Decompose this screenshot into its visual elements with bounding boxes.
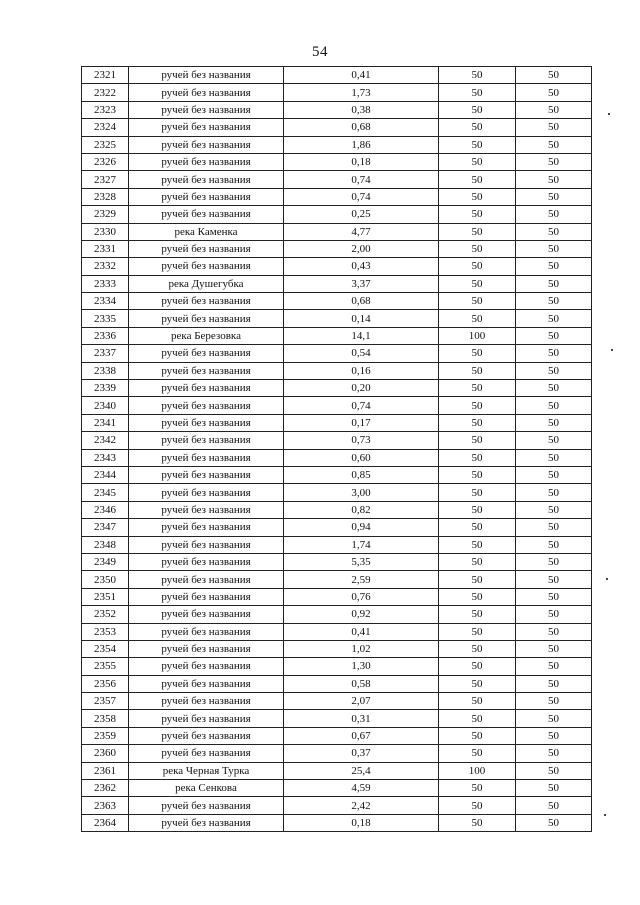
table-row bbox=[82, 310, 592, 327]
coastal-strip-cell: 50 bbox=[516, 310, 592, 327]
row-number-cell: 2358 bbox=[82, 710, 129, 727]
coastal-strip-cell: 50 bbox=[516, 727, 592, 744]
water-body-name-cell: ручей без названия bbox=[129, 606, 284, 623]
table-row bbox=[82, 345, 592, 362]
length-cell: 3,00 bbox=[284, 484, 439, 501]
row-number-cell: 2349 bbox=[82, 553, 129, 570]
protection-zone-cell: 50 bbox=[439, 293, 516, 310]
table-row bbox=[82, 675, 592, 692]
coastal-strip-cell: 50 bbox=[516, 432, 592, 449]
table-row bbox=[82, 258, 592, 275]
length-cell: 0,16 bbox=[284, 362, 439, 379]
length-cell: 1,74 bbox=[284, 536, 439, 553]
protection-zone-cell: 50 bbox=[439, 119, 516, 136]
length-cell: 1,30 bbox=[284, 658, 439, 675]
water-body-name-cell: ручей без названия bbox=[129, 745, 284, 762]
protection-zone-cell: 100 bbox=[439, 327, 516, 344]
length-cell: 1,73 bbox=[284, 84, 439, 101]
water-body-name-cell: ручей без названия bbox=[129, 119, 284, 136]
protection-zone-cell: 50 bbox=[439, 693, 516, 710]
length-cell: 0,76 bbox=[284, 588, 439, 605]
length-cell: 0,18 bbox=[284, 153, 439, 170]
length-cell: 0,92 bbox=[284, 606, 439, 623]
protection-zone-cell: 50 bbox=[439, 797, 516, 814]
protection-zone-cell: 50 bbox=[439, 484, 516, 501]
row-number-cell: 2337 bbox=[82, 345, 129, 362]
protection-zone-cell: 50 bbox=[439, 362, 516, 379]
table-row bbox=[82, 658, 592, 675]
protection-zone-cell: 50 bbox=[439, 710, 516, 727]
water-body-name-cell: ручей без названия bbox=[129, 67, 284, 84]
row-number-cell: 2363 bbox=[82, 797, 129, 814]
row-number-cell: 2343 bbox=[82, 449, 129, 466]
length-cell: 0,58 bbox=[284, 675, 439, 692]
length-cell: 14,1 bbox=[284, 327, 439, 344]
coastal-strip-cell: 50 bbox=[516, 519, 592, 536]
coastal-strip-cell: 50 bbox=[516, 119, 592, 136]
table-row bbox=[82, 501, 592, 518]
row-number-cell: 2355 bbox=[82, 658, 129, 675]
water-body-name-cell: ручей без названия bbox=[129, 640, 284, 657]
length-cell: 0,43 bbox=[284, 258, 439, 275]
protection-zone-cell: 50 bbox=[439, 171, 516, 188]
row-number-cell: 2333 bbox=[82, 275, 129, 292]
table-row bbox=[82, 136, 592, 153]
page-number: 54 bbox=[312, 44, 328, 60]
table-row bbox=[82, 84, 592, 101]
scan-speck bbox=[606, 578, 608, 580]
coastal-strip-cell: 50 bbox=[516, 571, 592, 588]
water-body-name-cell: ручей без названия bbox=[129, 414, 284, 431]
coastal-strip-cell: 50 bbox=[516, 466, 592, 483]
row-number-cell: 2321 bbox=[82, 67, 129, 84]
water-body-name-cell: ручей без названия bbox=[129, 293, 284, 310]
row-number-cell: 2346 bbox=[82, 501, 129, 518]
protection-zone-cell: 50 bbox=[439, 206, 516, 223]
length-cell: 0,41 bbox=[284, 67, 439, 84]
length-cell: 0,38 bbox=[284, 101, 439, 118]
length-cell: 0,18 bbox=[284, 814, 439, 831]
protection-zone-cell: 50 bbox=[439, 223, 516, 240]
water-body-name-cell: ручей без названия bbox=[129, 727, 284, 744]
protection-zone-cell: 50 bbox=[439, 240, 516, 257]
table-row bbox=[82, 693, 592, 710]
water-body-name-cell: река Березовка bbox=[129, 327, 284, 344]
coastal-strip-cell: 50 bbox=[516, 762, 592, 779]
water-bodies-table bbox=[81, 66, 592, 832]
length-cell: 2,00 bbox=[284, 240, 439, 257]
water-body-name-cell: ручей без названия bbox=[129, 588, 284, 605]
table-row bbox=[82, 797, 592, 814]
table-row bbox=[82, 623, 592, 640]
coastal-strip-cell: 50 bbox=[516, 536, 592, 553]
water-body-name-cell: ручей без названия bbox=[129, 814, 284, 831]
protection-zone-cell: 50 bbox=[439, 449, 516, 466]
coastal-strip-cell: 50 bbox=[516, 206, 592, 223]
protection-zone-cell: 50 bbox=[439, 153, 516, 170]
protection-zone-cell: 50 bbox=[439, 67, 516, 84]
table-row bbox=[82, 153, 592, 170]
length-cell: 0,17 bbox=[284, 414, 439, 431]
row-number-cell: 2338 bbox=[82, 362, 129, 379]
water-body-name-cell: ручей без названия bbox=[129, 258, 284, 275]
length-cell: 2,42 bbox=[284, 797, 439, 814]
table-row bbox=[82, 484, 592, 501]
water-body-name-cell: ручей без названия bbox=[129, 101, 284, 118]
coastal-strip-cell: 50 bbox=[516, 414, 592, 431]
protection-zone-cell: 50 bbox=[439, 310, 516, 327]
table-row bbox=[82, 67, 592, 84]
length-cell: 0,14 bbox=[284, 310, 439, 327]
protection-zone-cell: 50 bbox=[439, 727, 516, 744]
water-body-name-cell: ручей без названия bbox=[129, 362, 284, 379]
table-row bbox=[82, 188, 592, 205]
protection-zone-cell: 50 bbox=[439, 536, 516, 553]
length-cell: 3,37 bbox=[284, 275, 439, 292]
water-body-name-cell: ручей без названия bbox=[129, 449, 284, 466]
table-row bbox=[82, 553, 592, 570]
length-cell: 5,35 bbox=[284, 553, 439, 570]
length-cell: 0,37 bbox=[284, 745, 439, 762]
coastal-strip-cell: 50 bbox=[516, 606, 592, 623]
protection-zone-cell: 50 bbox=[439, 466, 516, 483]
row-number-cell: 2324 bbox=[82, 119, 129, 136]
protection-zone-cell: 50 bbox=[439, 606, 516, 623]
water-body-name-cell: ручей без названия bbox=[129, 345, 284, 362]
protection-zone-cell: 50 bbox=[439, 188, 516, 205]
table-row bbox=[82, 762, 592, 779]
row-number-cell: 2345 bbox=[82, 484, 129, 501]
table-row bbox=[82, 780, 592, 797]
table-row bbox=[82, 240, 592, 257]
table-row bbox=[82, 206, 592, 223]
protection-zone-cell: 50 bbox=[439, 745, 516, 762]
length-cell: 0,74 bbox=[284, 171, 439, 188]
length-cell: 1,02 bbox=[284, 640, 439, 657]
length-cell: 0,68 bbox=[284, 293, 439, 310]
row-number-cell: 2362 bbox=[82, 780, 129, 797]
water-body-name-cell: ручей без названия bbox=[129, 484, 284, 501]
protection-zone-cell: 50 bbox=[439, 640, 516, 657]
coastal-strip-cell: 50 bbox=[516, 67, 592, 84]
length-cell: 2,59 bbox=[284, 571, 439, 588]
length-cell: 0,82 bbox=[284, 501, 439, 518]
water-body-name-cell: ручей без названия bbox=[129, 136, 284, 153]
length-cell: 0,41 bbox=[284, 623, 439, 640]
table-row bbox=[82, 745, 592, 762]
table-row bbox=[82, 536, 592, 553]
table-row bbox=[82, 449, 592, 466]
water-body-name-cell: ручей без названия bbox=[129, 432, 284, 449]
protection-zone-cell: 50 bbox=[439, 814, 516, 831]
table-row bbox=[82, 466, 592, 483]
coastal-strip-cell: 50 bbox=[516, 449, 592, 466]
table-row bbox=[82, 397, 592, 414]
table-row bbox=[82, 519, 592, 536]
coastal-strip-cell: 50 bbox=[516, 240, 592, 257]
table-row bbox=[82, 432, 592, 449]
table-row bbox=[82, 101, 592, 118]
coastal-strip-cell: 50 bbox=[516, 275, 592, 292]
length-cell: 0,60 bbox=[284, 449, 439, 466]
water-body-name-cell: ручей без названия bbox=[129, 206, 284, 223]
water-body-name-cell: ручей без названия bbox=[129, 571, 284, 588]
length-cell: 1,86 bbox=[284, 136, 439, 153]
length-cell: 0,68 bbox=[284, 119, 439, 136]
coastal-strip-cell: 50 bbox=[516, 136, 592, 153]
table-row bbox=[82, 275, 592, 292]
water-body-name-cell: ручей без названия bbox=[129, 623, 284, 640]
table-row bbox=[82, 414, 592, 431]
row-number-cell: 2340 bbox=[82, 397, 129, 414]
scan-speck bbox=[608, 113, 610, 115]
length-cell: 0,94 bbox=[284, 519, 439, 536]
water-body-name-cell: ручей без названия bbox=[129, 380, 284, 397]
length-cell: 0,73 bbox=[284, 432, 439, 449]
coastal-strip-cell: 50 bbox=[516, 345, 592, 362]
length-cell: 4,77 bbox=[284, 223, 439, 240]
table-row bbox=[82, 640, 592, 657]
water-body-name-cell: ручей без названия bbox=[129, 519, 284, 536]
table-body bbox=[82, 67, 592, 832]
protection-zone-cell: 50 bbox=[439, 258, 516, 275]
protection-zone-cell: 50 bbox=[439, 380, 516, 397]
protection-zone-cell: 50 bbox=[439, 101, 516, 118]
coastal-strip-cell: 50 bbox=[516, 658, 592, 675]
length-cell: 0,54 bbox=[284, 345, 439, 362]
water-body-name-cell: река Каменка bbox=[129, 223, 284, 240]
table-row bbox=[82, 223, 592, 240]
table-row bbox=[82, 171, 592, 188]
length-cell: 4,59 bbox=[284, 780, 439, 797]
coastal-strip-cell: 50 bbox=[516, 501, 592, 518]
row-number-cell: 2360 bbox=[82, 745, 129, 762]
table-row bbox=[82, 119, 592, 136]
protection-zone-cell: 50 bbox=[439, 588, 516, 605]
row-number-cell: 2342 bbox=[82, 432, 129, 449]
length-cell: 2,07 bbox=[284, 693, 439, 710]
water-body-name-cell: река Черная Турка bbox=[129, 762, 284, 779]
row-number-cell: 2357 bbox=[82, 693, 129, 710]
protection-zone-cell: 100 bbox=[439, 762, 516, 779]
row-number-cell: 2328 bbox=[82, 188, 129, 205]
coastal-strip-cell: 50 bbox=[516, 397, 592, 414]
scan-speck bbox=[611, 349, 613, 351]
table-row bbox=[82, 588, 592, 605]
table-row bbox=[82, 710, 592, 727]
water-body-name-cell: река Сенкова bbox=[129, 780, 284, 797]
protection-zone-cell: 50 bbox=[439, 553, 516, 570]
table-row bbox=[82, 814, 592, 831]
row-number-cell: 2348 bbox=[82, 536, 129, 553]
water-body-name-cell: ручей без названия bbox=[129, 797, 284, 814]
coastal-strip-cell: 50 bbox=[516, 153, 592, 170]
water-body-name-cell: ручей без названия bbox=[129, 310, 284, 327]
length-cell: 0,74 bbox=[284, 188, 439, 205]
table-row bbox=[82, 293, 592, 310]
coastal-strip-cell: 50 bbox=[516, 258, 592, 275]
protection-zone-cell: 50 bbox=[439, 675, 516, 692]
table-row bbox=[82, 362, 592, 379]
coastal-strip-cell: 50 bbox=[516, 380, 592, 397]
coastal-strip-cell: 50 bbox=[516, 84, 592, 101]
length-cell: 0,20 bbox=[284, 380, 439, 397]
row-number-cell: 2361 bbox=[82, 762, 129, 779]
water-body-name-cell: река Душегубка bbox=[129, 275, 284, 292]
protection-zone-cell: 50 bbox=[439, 501, 516, 518]
length-cell: 0,25 bbox=[284, 206, 439, 223]
row-number-cell: 2325 bbox=[82, 136, 129, 153]
row-number-cell: 2329 bbox=[82, 206, 129, 223]
protection-zone-cell: 50 bbox=[439, 658, 516, 675]
coastal-strip-cell: 50 bbox=[516, 484, 592, 501]
protection-zone-cell: 50 bbox=[439, 571, 516, 588]
row-number-cell: 2354 bbox=[82, 640, 129, 657]
coastal-strip-cell: 50 bbox=[516, 101, 592, 118]
protection-zone-cell: 50 bbox=[439, 84, 516, 101]
table-row bbox=[82, 727, 592, 744]
coastal-strip-cell: 50 bbox=[516, 553, 592, 570]
row-number-cell: 2326 bbox=[82, 153, 129, 170]
length-cell: 0,67 bbox=[284, 727, 439, 744]
protection-zone-cell: 50 bbox=[439, 432, 516, 449]
coastal-strip-cell: 50 bbox=[516, 171, 592, 188]
row-number-cell: 2335 bbox=[82, 310, 129, 327]
water-body-name-cell: ручей без названия bbox=[129, 501, 284, 518]
row-number-cell: 2351 bbox=[82, 588, 129, 605]
table-row bbox=[82, 606, 592, 623]
water-body-name-cell: ручей без названия bbox=[129, 536, 284, 553]
water-body-name-cell: ручей без названия bbox=[129, 240, 284, 257]
row-number-cell: 2353 bbox=[82, 623, 129, 640]
protection-zone-cell: 50 bbox=[439, 519, 516, 536]
coastal-strip-cell: 50 bbox=[516, 675, 592, 692]
length-cell: 0,85 bbox=[284, 466, 439, 483]
protection-zone-cell: 50 bbox=[439, 136, 516, 153]
coastal-strip-cell: 50 bbox=[516, 693, 592, 710]
coastal-strip-cell: 50 bbox=[516, 797, 592, 814]
length-cell: 25,4 bbox=[284, 762, 439, 779]
protection-zone-cell: 50 bbox=[439, 345, 516, 362]
water-body-name-cell: ручей без названия bbox=[129, 693, 284, 710]
coastal-strip-cell: 50 bbox=[516, 223, 592, 240]
row-number-cell: 2336 bbox=[82, 327, 129, 344]
coastal-strip-cell: 50 bbox=[516, 814, 592, 831]
table-row bbox=[82, 380, 592, 397]
row-number-cell: 2344 bbox=[82, 466, 129, 483]
row-number-cell: 2332 bbox=[82, 258, 129, 275]
protection-zone-cell: 50 bbox=[439, 780, 516, 797]
row-number-cell: 2350 bbox=[82, 571, 129, 588]
length-cell: 0,74 bbox=[284, 397, 439, 414]
row-number-cell: 2323 bbox=[82, 101, 129, 118]
row-number-cell: 2341 bbox=[82, 414, 129, 431]
coastal-strip-cell: 50 bbox=[516, 623, 592, 640]
protection-zone-cell: 50 bbox=[439, 623, 516, 640]
water-body-name-cell: ручей без названия bbox=[129, 710, 284, 727]
length-cell: 0,31 bbox=[284, 710, 439, 727]
row-number-cell: 2327 bbox=[82, 171, 129, 188]
row-number-cell: 2322 bbox=[82, 84, 129, 101]
water-body-name-cell: ручей без названия bbox=[129, 84, 284, 101]
coastal-strip-cell: 50 bbox=[516, 745, 592, 762]
coastal-strip-cell: 50 bbox=[516, 327, 592, 344]
coastal-strip-cell: 50 bbox=[516, 780, 592, 797]
table-row bbox=[82, 571, 592, 588]
coastal-strip-cell: 50 bbox=[516, 588, 592, 605]
water-body-name-cell: ручей без названия bbox=[129, 153, 284, 170]
water-body-name-cell: ручей без названия bbox=[129, 466, 284, 483]
row-number-cell: 2339 bbox=[82, 380, 129, 397]
coastal-strip-cell: 50 bbox=[516, 293, 592, 310]
row-number-cell: 2334 bbox=[82, 293, 129, 310]
protection-zone-cell: 50 bbox=[439, 397, 516, 414]
scan-speck bbox=[604, 814, 606, 816]
coastal-strip-cell: 50 bbox=[516, 188, 592, 205]
water-body-name-cell: ручей без названия bbox=[129, 397, 284, 414]
row-number-cell: 2331 bbox=[82, 240, 129, 257]
protection-zone-cell: 50 bbox=[439, 414, 516, 431]
row-number-cell: 2359 bbox=[82, 727, 129, 744]
protection-zone-cell: 50 bbox=[439, 275, 516, 292]
row-number-cell: 2347 bbox=[82, 519, 129, 536]
row-number-cell: 2356 bbox=[82, 675, 129, 692]
water-body-name-cell: ручей без названия bbox=[129, 658, 284, 675]
coastal-strip-cell: 50 bbox=[516, 710, 592, 727]
water-body-name-cell: ручей без названия bbox=[129, 188, 284, 205]
row-number-cell: 2330 bbox=[82, 223, 129, 240]
table-row bbox=[82, 327, 592, 344]
row-number-cell: 2364 bbox=[82, 814, 129, 831]
row-number-cell: 2352 bbox=[82, 606, 129, 623]
coastal-strip-cell: 50 bbox=[516, 640, 592, 657]
water-body-name-cell: ручей без названия bbox=[129, 553, 284, 570]
water-body-name-cell: ручей без названия bbox=[129, 171, 284, 188]
coastal-strip-cell: 50 bbox=[516, 362, 592, 379]
water-body-name-cell: ручей без названия bbox=[129, 675, 284, 692]
